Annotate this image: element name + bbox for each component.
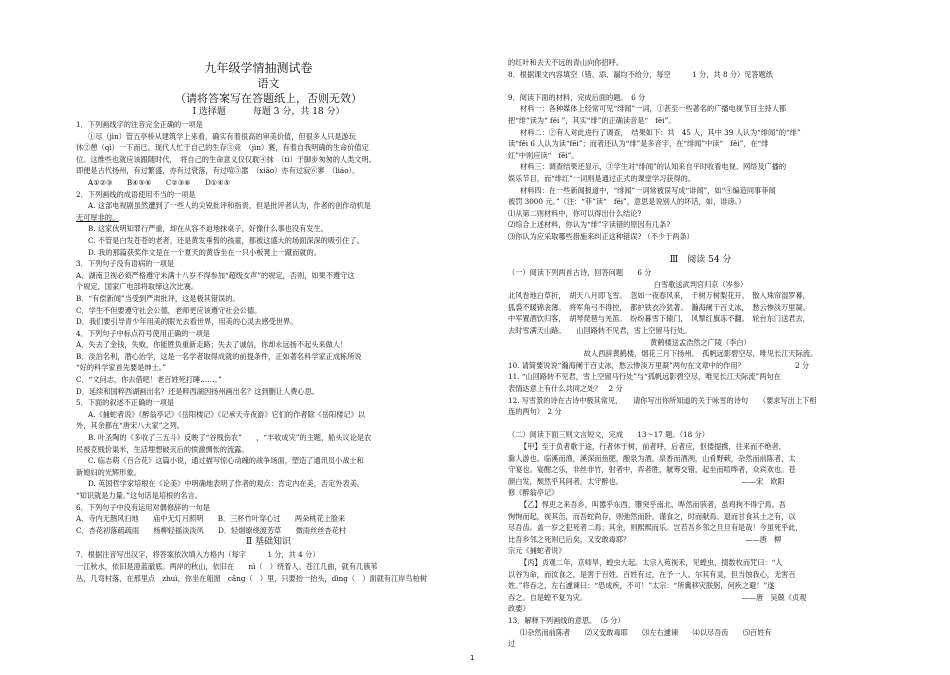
text-line: 连的两句） 2 分 xyxy=(508,407,562,417)
text-line: ⑴杂然而前陈者 ⑵又安敢毒耶 ⑶左右遽谏 ⑷以尽吾齿 ⑸百姓有 xyxy=(520,627,772,637)
text-line: 娱乐节目，而“绯红”一词则是通过正式的课堂学习获得的。 xyxy=(508,173,696,183)
text-line: 2．下列画线的成语使用不当的一项是 xyxy=(76,189,196,199)
text-line: 过 xyxy=(508,639,516,649)
text-line: 一江秋水，依旧是澄蓝澈底。两岸的秋山，依旧在 nì（ ）绕着人。苍江几曲，就有几簇苇 xyxy=(76,561,378,571)
text-line: 4．下列句子中标点符号使用正确的一项是 xyxy=(76,328,210,338)
text-line: 红”中则应读“ fēi”。 xyxy=(508,150,579,160)
text-line: D．我们要引导青少年用美的眼光去看世界，用美的心灵去感受世界。 xyxy=(76,317,298,327)
text-line: 姓。”将吞之，左右遽谏曰：“恐成疾，不可！”太宗：“所冀移灾朕躬，何疾之避！”遂 xyxy=(508,581,775,591)
text-line: “好的科学家首先要是绅士。” xyxy=(76,363,167,373)
text-line: B．“有偿新闻”当受到严肃批评，这是极其错误的。 xyxy=(76,293,240,303)
section-heading: Ⅱ 基础知识 xyxy=(246,537,291,548)
answer-instruction: （请将答案写在答题纸上，否则无效） xyxy=(175,92,362,105)
text-line: 黄鹤楼送孟浩然之广陵（李白） xyxy=(650,337,751,347)
text-line: B. 这家伙明知罪行严重，却在从容不迫地抹桌子，好像什么事也没有发生。 xyxy=(88,224,328,234)
text-line: B. 叶圣陶的《多收了三五斗》反映了“谷贱伤农” ，“丰收成灾”的主题，船头议论是农 xyxy=(88,433,372,443)
text-line: 的红叶和去天不远的青山向你招呼。 xyxy=(508,58,624,67)
text-line: 1．下列画线字的注音完全正确的一项是 xyxy=(76,120,203,129)
text-line: A.《捕蛇者说》《醉翁亭记》《岳阳楼记》《记承天寺夜游》它们的作者除《岳阳楼记》以 xyxy=(88,409,365,419)
right-column xyxy=(508,57,893,650)
text-line xyxy=(508,243,893,255)
text-line: 3．下列句子没有语病的一项是 xyxy=(76,259,175,269)
text-line: 尽吾齿。盖一岁之犯死者二焉；其余，则熙熙而乐。岂若吾乡邻之旦旦有是哉！今虽死乎此， xyxy=(508,523,803,533)
text-line: A①②③ B④⑤⑥ C②③⑥ D①④⑤ xyxy=(88,177,231,187)
text-line: ①尽（jìn）管五亭桥从建筑学上来看，确实有着很高的审美价值，但很多人只是游玩 xyxy=(88,131,356,141)
section-heading: Ⅲ 阅读 54 分 xyxy=(669,255,732,266)
text-line: 个规定，国家广电部将取缔这次比赛。 xyxy=(76,282,199,292)
section-heading: Ⅰ 选择题 每题 3 分，共 18 分） xyxy=(192,107,345,117)
text-line: 被罚 3000 元。”（注：“菲”读“ fěi”，意思是说别人的坏话，如，诽谤。） xyxy=(508,197,746,207)
text-line: 读“fěi 6 人认为读“fēi”；而者还认为“绯”是多音字，在“绯闻”中读“ fěi”，在“绯 xyxy=(508,139,769,149)
text-line: 材料三：调查结果还显示，③学生对“绯闻”的认知来自平时收看电视、网络及广播的 xyxy=(520,162,787,172)
text-line: 【乙】悍吏之来吾乡，叫嚣乎东西，隳突乎南北，哗然而骇者，虽鸡狗不得宁焉。吾 xyxy=(520,499,786,509)
text-line: 6．下列句子中没有运用对偶修辞的一句是 xyxy=(76,502,210,512)
text-line: “知识就是力量。”这句话是培根的名言。 xyxy=(76,491,202,500)
text-line: 以谷为命，而汝食之，是害于百姓。百姓有过，在予一人。尔其有灵，但当蚀我心，无害百 xyxy=(508,569,796,579)
text-line: 滁人游也。临溪而渔，溪深而鱼肥，酿泉为酒，泉香而酒洌，山肴野蔌，杂然而前陈者，太 xyxy=(508,453,796,463)
text-line: 材料一：各种媒体上经常可见“绯闻”一词，①甚至一些著名的广播电视节目主持人都 xyxy=(520,104,787,114)
text-line: （一）阅读下列两首古诗，回答问题 6 分 xyxy=(508,268,652,278)
text-line: 位。这维些也就应该跟随时代， 将自己的生命意义仅仅耽④抹 （tì）于脚步匆匆的人类文明。 xyxy=(76,154,376,164)
text-line: 吞之。自是蝗不复为灾。 ——唐 吴兢《贞观 xyxy=(508,592,807,602)
left-text-block xyxy=(76,106,461,584)
text-line: 休②憩（qì）一下而已。现代人忙于自己的生存③竞 （jìn）赛，有着自我明确的生命价值定 xyxy=(76,143,369,153)
text-line: 宗元《捕蛇者说》 xyxy=(508,546,566,556)
text-line: 把“绯”读为“ fěi ”，其实“绯”的正确读音是“ fēi”。 xyxy=(508,115,676,125)
text-line: A．湖南卫视必须严格遵守未满十八岁不得参加“超级女声”的规定，否则，如果不遵守这 xyxy=(76,270,355,280)
text-line: B．淡泊名利，潜心治学，这是一名学者取得成就的前提条件，正如著名科学家正成栋所说 xyxy=(76,351,362,361)
text-line: 5．下面的叙述不正确的一项是 xyxy=(76,398,175,408)
text-line: 北风卷地白草折， 胡天八月即飞雪。 忽如一夜春风来， 千树万树梨花开。 散入珠帘湿罗幕， xyxy=(508,291,810,301)
text-line: C. 不管是白发苍苍的老者，还是黄发垂髫的孩童，都被这盛大的场面深深的吸引住了。 xyxy=(88,235,364,245)
text-line: 守宴也。宴酣之乐，非丝非竹，射者中，弈者胜，觥筹交错，起坐而喧哗者，众宾欢也。苍 xyxy=(508,465,796,475)
text-line: ⑵综合上述材料，你认为“绯”字读错的原因有几条? xyxy=(508,220,671,230)
text-line: D. 英国哲学家培根在《论美》中明确地表明了作者的观点：肯定内在美，否定外表美。 xyxy=(88,479,365,489)
page-number: 1 xyxy=(470,654,475,662)
left-column xyxy=(76,60,461,584)
text-line: 狐裘不暖锦衾薄。 将军角弓不得控， 都护铁衣冷犹著。 瀚海阑干百丈冰， 愁云惨淡万里凝。 xyxy=(508,302,810,312)
text-line: 新媳妇的光辉形象。 xyxy=(76,467,141,477)
text-line: 比吾乡邻之死则已后矣，又安敢毒耶？ ——唐 柳 xyxy=(508,534,782,544)
text-line: 政要》 xyxy=(508,604,530,614)
text-line: 【甲】至于负者歌于途，行者休于树，前者呼，后者应，伛偻提携，往来而不绝者， xyxy=(520,442,786,451)
text-line: A. 这部电视剧虽然遭到了一些人的尖锐批评和指责，但是批评者认为，作者的创作动机是 xyxy=(88,201,371,211)
text-line: 材料二：②有人对此进行了调查， 结果如下：共 45 人，其中 39 人认为“绯闻”的“绯” xyxy=(520,127,801,137)
text-line: 9．阅读下面的材料，完成后面的题。 6 分 xyxy=(508,92,646,102)
text-line: 8．根据课文内容填空（错、添、漏均不给分，每空 1 分，共 8 分）见答题纸 xyxy=(508,69,773,79)
text-line: C．杏花初落疏疏雨 杨柳轻摇淡淡风 D．轻烟缭绕渡芳草 微雨丝丝杏花村 xyxy=(76,525,347,535)
right-text-block xyxy=(508,57,893,650)
text-line: A．寺内无鹊风扫地 庙中无灯月照明 B．三杯竹叶穿心过 两朵桃花上脸来 xyxy=(76,514,346,524)
text-line: 颜白发，颓然乎其间者，太守醉也。 ——宋 欧阳 xyxy=(508,476,785,486)
text-line: 中军置酒饮归客， 胡琴琵琶与羌笛。 纷纷暮雪下辕门， 风掣红旗冻不翻。 轮台东门送君去， xyxy=(508,314,810,324)
subject-title: 语文 xyxy=(257,77,280,90)
text-line: 13．解释下列画线的意思。 （5 分） xyxy=(508,615,625,625)
text-line: 【丙】贞观二年，京师旱，蝗虫大起。太宗入苑视禾，见蝗虫，掇数枚而咒曰：“人 xyxy=(520,557,783,567)
text-line: 无可厚非的。 xyxy=(76,212,120,222)
text-line: 丛，几弯村落，在那里点 zhuì，你坐在船窗 cǎng（ ）里，只要抬一抬头，dìng（ ）面就有江岸鸟柏树 xyxy=(76,573,427,583)
text-line: （二）阅读下面三则文言短文，完成 13～17 题。（18 分） xyxy=(508,430,709,440)
text-line: 11. “山回路转不见君，雪上空留马行处”与“孤帆远影碧空尽，唯见长江天际流”两句在 xyxy=(508,372,781,382)
text-line: 即便是古代扬州，有过繁盛，亦有过衰落，有过喧⑤嚣 （xiāo）亦有过寂⑥寥 （liáo）。 xyxy=(76,166,360,176)
text-line: 民被克贱价渠米，生活埋想破灭后的愤激惆怅的流露。 xyxy=(76,444,249,454)
exam-title: 九年级学情抽测试卷 xyxy=(204,61,313,75)
text-line: C. 临志萌《百合花》这篇小说，通过描写惊心动魄的战争场面，塑造了通讯员小战士和 xyxy=(88,456,364,466)
text-line: 故人西辞黄鹤楼，烟花三月下扬州。 孤帆远影碧空尽，唯见长江天际流。 xyxy=(583,349,818,359)
text-line: D. 我的那篇获奖作文是在一个夏天的黄昏坐在一只小板凳上一蹴而就的。 xyxy=(88,247,321,257)
text-line: 外，其余都在“唐宋八大家”之列。 xyxy=(76,421,184,431)
text-line: 白雪歌送武判官归京（岑参） xyxy=(653,279,748,289)
text-line: 表情达意上有什么共同之处？ 2 分 xyxy=(508,384,623,394)
text-line: ⑶你认为应采取哪些措施来纠正这种错误? （不少于两条） xyxy=(508,231,694,241)
text-line: 去时雪满天山路。 山回路转不见君，雪上空留马行处。 xyxy=(508,326,692,336)
text-line: D．延续和国粹西湖画出名？还是粹西湖因扬州画出名？这到删让人费心思。 xyxy=(76,386,319,396)
text-line xyxy=(508,80,893,92)
text-line: 10. 请简要说说“瀚海阑干百丈冰，愁云惨淡万里凝”两句在文章中的作用？ 2 分 xyxy=(508,360,810,370)
text-line: 恂恂而起，视其缶，而吾蛇尚存，则弛然而卧。谨食之，时而献焉。退而甘食其土之有，以 xyxy=(508,511,796,521)
text-line: A．失去了金钱，失败，你能胜负重新走路；失去了诚信，你却永远扬不起头来做人！ xyxy=(76,340,348,350)
text-line: 修《醉翁亭记》 xyxy=(508,488,559,498)
text-line: 12. 写雪景的诗在古诗中极其常见， 请你写出你所知道的关于咏雪的诗句 （要求写出上下相 xyxy=(508,395,817,405)
text-line: C．学生不但要遵守社会公德，老师更应该遵守社会公德。 xyxy=(76,305,262,315)
text-line: C．“文问志，你去借吧！老百姓死打睡……。” xyxy=(76,375,222,385)
text-line: 7．根据注音写出汉字，将答案依次填入方格内（每字 1 分，共 4 分） xyxy=(76,550,320,560)
text-line: 材料四：在一些新闻报道中，“绯闻”一词常被误写成“诽闻”，如“④编造同事菲闻 xyxy=(520,185,776,195)
text-line xyxy=(508,418,893,430)
text-line: ⑴从第二则材料中，你可以得出什么结论? xyxy=(508,208,642,218)
